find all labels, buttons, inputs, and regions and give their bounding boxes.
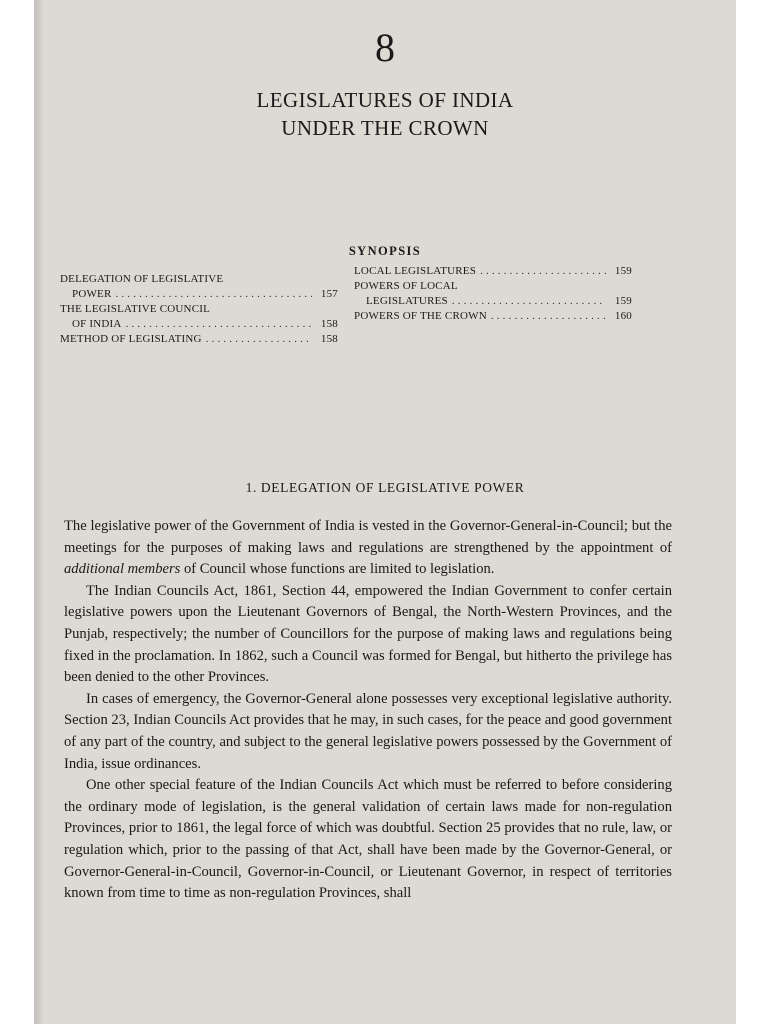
synopsis-heading: SYNOPSIS <box>348 244 422 258</box>
chapter-title-line-1: LEGISLATURES OF INDIA <box>256 88 514 112</box>
synopsis-page-number: 158 <box>320 333 338 345</box>
synopsis-entry <box>354 309 632 324</box>
synopsis-left-column <box>60 272 338 347</box>
synopsis-entry-title: THE LEGISLATIVE COUNCIL <box>60 303 211 315</box>
synopsis-entry <box>354 279 632 309</box>
synopsis-entry <box>60 272 338 302</box>
paragraph: The Indian Councils Act, 1861, Section 44, empowered the Indian Government to confer certain legislative powers upon the Lieutenant Governors of Bengal, the North-Western Provinces, and the Punjab, respectively; the number of Councillors for the purpose of making laws and regulations being fixed in the proclamation. In 1862, such a Council was formed for Bengal, but hitherto the privilege has been denied to the other Provinces. <box>64 582 672 686</box>
synopsis-page-number: 159 <box>614 295 632 307</box>
synopsis-page-number: 158 <box>320 318 338 330</box>
dot-leader <box>126 317 312 332</box>
synopsis-page-number: 159 <box>614 265 632 277</box>
synopsis-entry <box>60 332 338 347</box>
chapter-number: 8 <box>375 25 395 70</box>
synopsis-right-column <box>354 264 632 324</box>
dot-leader <box>206 332 312 347</box>
synopsis-entry-leader-line <box>354 264 632 279</box>
italic-phrase: additional members <box>64 561 181 578</box>
synopsis-entry-title-cont: LEGISLATURES <box>366 295 448 307</box>
synopsis-entry-leader-line <box>60 332 338 347</box>
chapter-title-line-2: UNDER THE CROWN <box>281 116 489 140</box>
synopsis-page-number: 157 <box>320 288 338 300</box>
synopsis-entry-title: METHOD OF LEGISLATING <box>60 333 202 345</box>
synopsis-entry-title-line <box>354 279 632 294</box>
synopsis-entry-title: LOCAL LEGISLATURES <box>354 265 477 277</box>
paragraph-text: of Council whose functions are limited to legislation. <box>180 561 495 578</box>
section-heading: 1. DELEGATION OF LEGISLATIVE POWER <box>245 480 525 495</box>
paragraph-text: The legislative power of the Government of India is vested in the Governor-General-in-Council; but the meetings for the purposes of making laws and regulations are strengthened by the appointment of <box>64 518 672 556</box>
gutter-shadow <box>34 0 44 1024</box>
dot-leader <box>116 287 313 302</box>
chapter-title <box>34 86 736 142</box>
dot-leader <box>480 264 606 279</box>
synopsis-entry-title-cont: POWER <box>72 288 112 300</box>
synopsis-page-number: 160 <box>614 310 632 322</box>
synopsis-entry <box>354 264 632 279</box>
synopsis-entry-title: POWERS OF LOCAL <box>354 280 458 292</box>
dot-leader <box>452 294 606 309</box>
synopsis-entry-title-line <box>60 302 338 317</box>
synopsis-entry-title: DELEGATION OF LEGISLATIVE <box>60 273 224 285</box>
book-page <box>34 0 736 1024</box>
synopsis-entry-leader-line <box>354 309 632 324</box>
synopsis-entry-title: POWERS OF THE CROWN <box>354 310 487 322</box>
synopsis-entry-title-cont: OF INDIA <box>72 318 122 330</box>
synopsis-entry <box>60 302 338 332</box>
dot-leader <box>491 309 606 324</box>
synopsis-entry-leader-line <box>60 287 338 302</box>
synopsis-entry-leader-line <box>60 317 338 332</box>
synopsis-entry-leader-line <box>354 294 632 309</box>
synopsis-entry-title-line <box>60 272 338 287</box>
paragraph <box>64 516 672 581</box>
paragraph: One other special feature of the Indian Councils Act which must be referred to before considering the ordinary mode of legislation, is the general validation of certain laws made for non-regulation Provinces, prior to 1861, the legal force of which was doubtful. Section 25 provides that no rule, law, or regulation which, prior to the passing of that Act, shall have been made by the Governor-General, or Governor-General-in-Council, Governor-in-Council, or Lieutenant Governor, in respect of territories known from time to time as non-regulation Provinces, shall <box>64 777 672 902</box>
body-text <box>64 516 672 905</box>
paragraph: In cases of emergency, the Governor-General alone possesses very exceptional legislative authority. Section 23, Indian Councils Act provides that he may, in such cases, for the peace and good government of any part of the country, and subject to the general legislative powers possessed by the Government of India, issue ordinances. <box>64 690 672 772</box>
